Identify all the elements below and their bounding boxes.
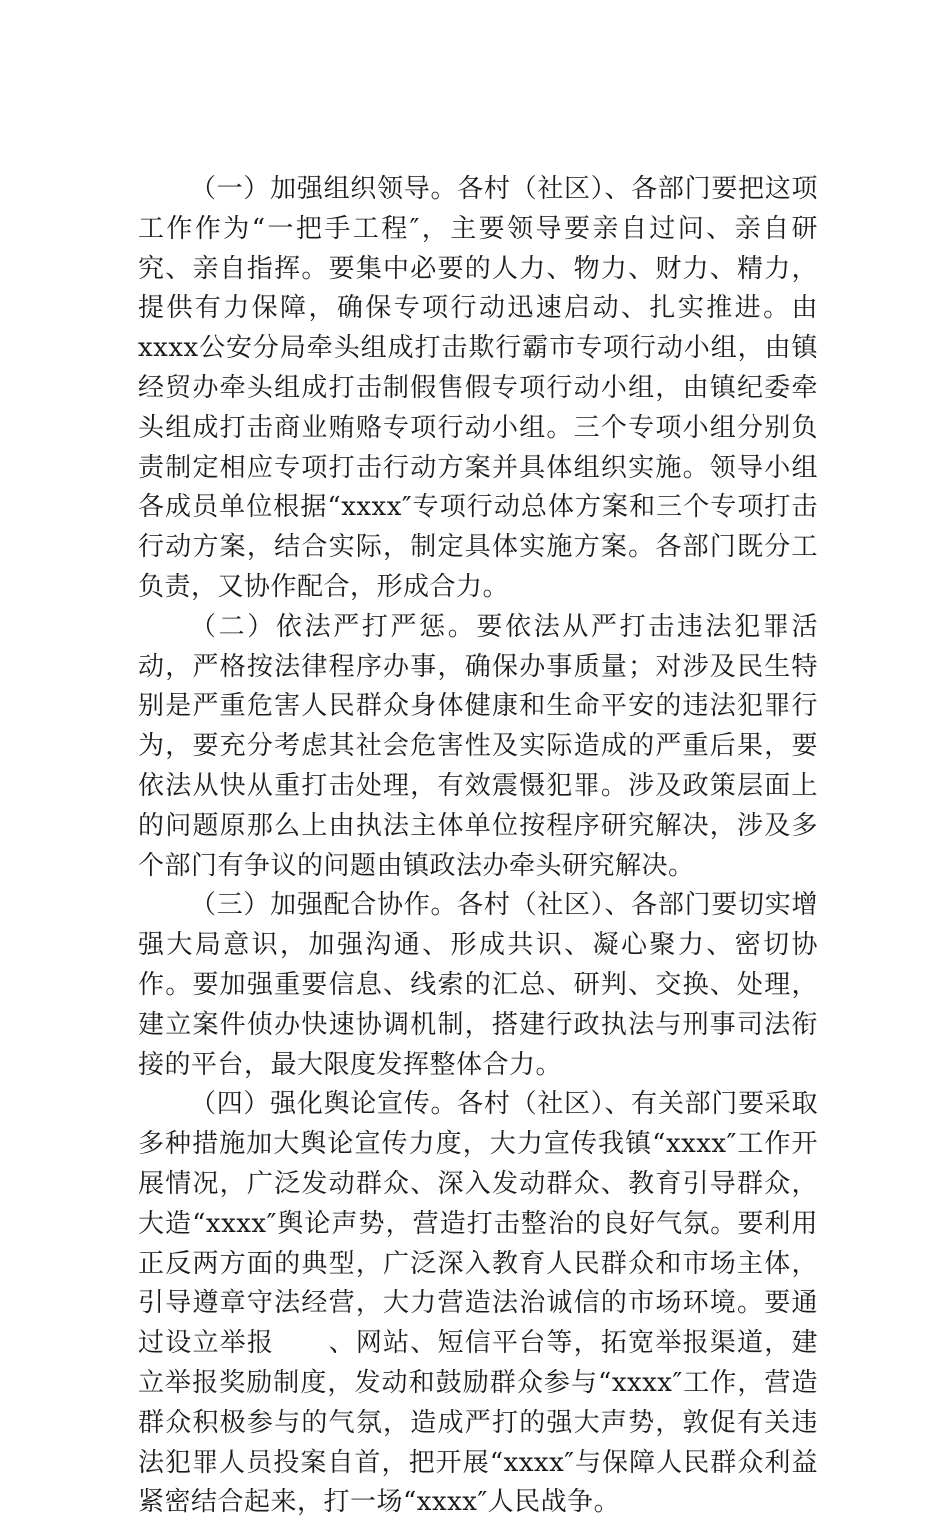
- paragraph-coordination: （三）加强配合协作。各村（社区）、各部门要切实增强大局意识，加强沟通、形成共识、凝心聚力、密切协作。要加强重要信息、线索的汇总、研判、交换、处理，建立案件侦办快速协调机制，搭建行政执法与刑事司法衔接的平台，最大限度发挥整体合力。: [138, 890, 818, 1080]
- document-body: [138, 170, 818, 1523]
- paragraph-publicity: （四）强化舆论宣传。各村（社区）、有关部门要采取多种措施加大舆论宣传力度，大力宣传我镇“xxxx″工作开展情况，广泛发动群众、深入发动群众、教育引导群众，大造“xxxx″舆论声势，营造打击整治的良好气氛。要利用正反两方面的典型，广泛深入教育人民群众和市场主体，引导遵章守法经营，大力营造法治诚信的市场环境。要通过设立举报 、网站、短信平台等，拓宽举报渠道，建立举报奖励制度，发动和鼓励群众参与“xxxx″工作，营造群众积极参与的气氛，造成严打的强大声势，敦促有关违法犯罪人员投案自首，把开展“xxxx″与保障人民群众利益紧密结合起来，打一场“xxxx″人民战争。: [138, 1089, 818, 1518]
- paragraph-organization-leadership: （一）加强组织领导。各村（社区）、各部门要把这项工作作为“一把手工程″，主要领导要亲自过问、亲自研究、亲自指挥。要集中必要的人力、物力、财力、精力，提供有力保障，确保专项行动迅速启动、扎实推进。由xxxx公安分局牵头组成打击欺行霸市专项行动小组，由镇经贸办牵头组成打击制假售假专项行动小组，由镇纪委牵头组成打击商业贿赂专项行动小组。三个专项小组分别负责制定相应专项打击行动方案并具体组织实施。领导小组各成员单位根据“xxxx″专项行动总体方案和三个专项打击行动方案，结合实际，制定具体实施方案。各部门既分工负责，又协作配合，形成合力。: [138, 174, 818, 602]
- paragraph-strict-punishment: （二）依法严打严惩。要依法从严打击违法犯罪活动，严格按法律程序办事，确保办事质量；对涉及民生特别是严重危害人民群众身体健康和生命平安的违法犯罪行为，要充分考虑其社会危害性及实际造成的严重后果，要依法从快从重打击处理，有效震慑犯罪。涉及政策层面上的问题原那么上由执法主体单位按程序研究解决，涉及多个部门有争议的问题由镇政法办牵头研究解决。: [138, 611, 818, 881]
